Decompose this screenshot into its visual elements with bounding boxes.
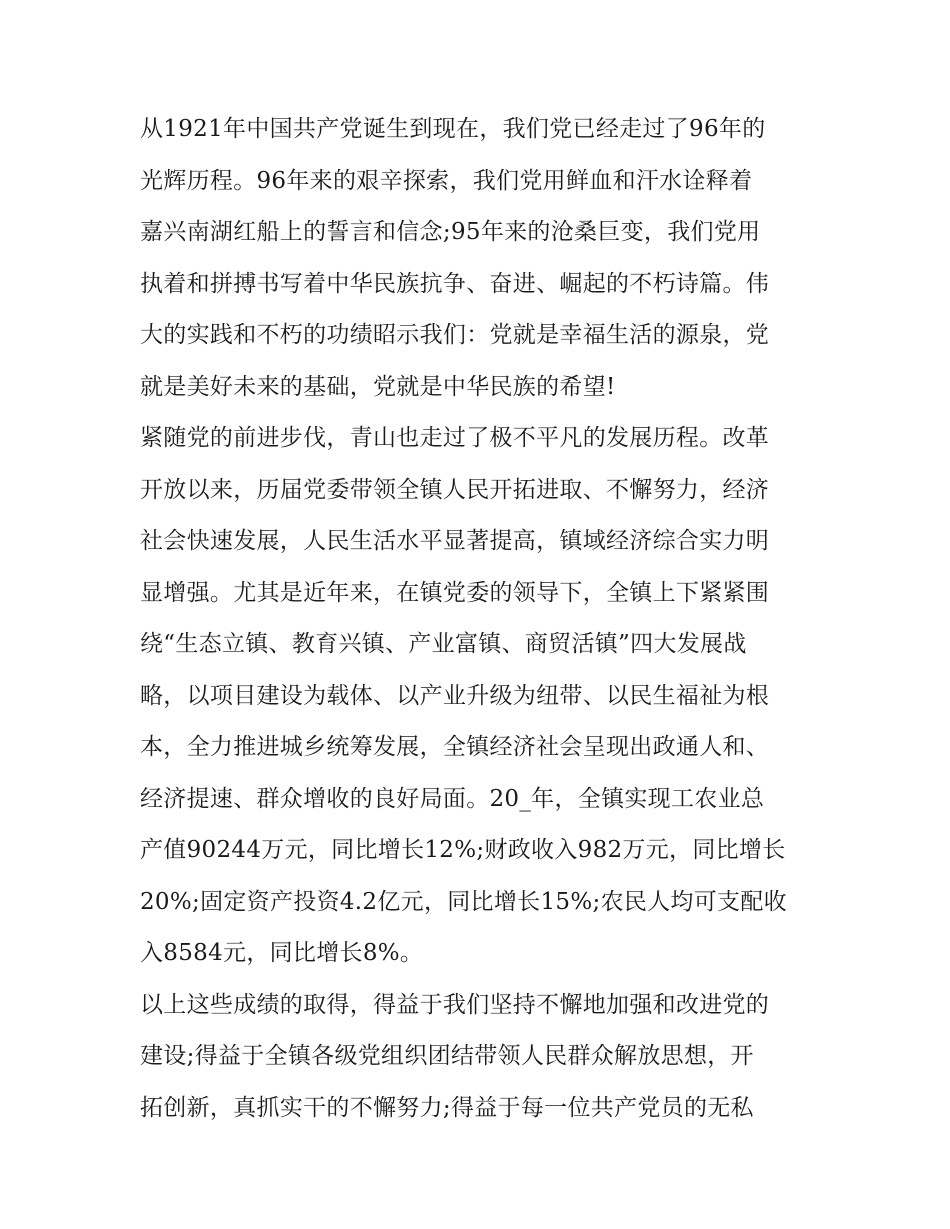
text-line: 嘉兴南湖红船上的誓言和信念;95年来的沧桑巨变，我们党用 bbox=[140, 219, 761, 245]
text-line: 绕“生态立镇、教育兴镇、产业富镇、商贸活镇”四大发展战 bbox=[140, 631, 747, 657]
text-line: 入8584元，同比增长8%。 bbox=[140, 940, 424, 966]
paragraph-2 bbox=[140, 413, 812, 980]
text-line: 社会快速发展，人民生活水平显著提高，镇域经济综合实力明 bbox=[140, 528, 770, 554]
text-line: 显增强。尤其是近年来，在镇党委的领导下，全镇上下紧紧围 bbox=[140, 579, 770, 606]
text-line: 大的实践和不朽的功绩昭示我们：党就是幸福生活的源泉，党 bbox=[140, 322, 770, 348]
paragraph-3 bbox=[140, 980, 812, 1135]
document-body bbox=[140, 104, 812, 1134]
text-line: 略，以项目建设为载体、以产业升级为纽带、以民生福祉为根 bbox=[140, 682, 770, 709]
text-line: 20%;固定资产投资4.2亿元，同比增长15%;农民人均可支配收 bbox=[140, 888, 787, 915]
text-line: 开放以来，历届党委带领全镇人民开拓进取、不懈努力，经济 bbox=[140, 476, 770, 503]
text-line: 建设;得益于全镇各级党组织团结带领人民群众解放思想，开 bbox=[140, 1043, 754, 1069]
text-line: 本，全力推进城乡统筹发展，全镇经济社会呈现出政通人和、 bbox=[140, 734, 770, 760]
text-line: 光辉历程。96年来的艰辛探索，我们党用鲜血和汗水诠释着 bbox=[140, 167, 753, 194]
text-line: 以上这些成绩的取得，得益于我们坚持不懈地加强和改进党的 bbox=[140, 991, 770, 1018]
text-line: 就是美好未来的基础，党就是中华民族的希望! bbox=[140, 373, 616, 400]
text-line: 执着和拼搏书写着中华民族抗争、奋进、崛起的不朽诗篇。伟 bbox=[140, 270, 770, 297]
text-line: 产值90244万元，同比增长12%;财政收入982万元，同比增长 bbox=[140, 837, 786, 863]
text-line: 经济提速、群众增收的良好局面。20_年，全镇实现工农业总 bbox=[140, 785, 765, 812]
text-line: 从1921年中国共产党诞生到现在，我们党已经走过了96年的 bbox=[140, 116, 766, 142]
text-line: 拓创新，真抓实干的不懈努力;得益于每一位共产党员的无私 bbox=[140, 1094, 754, 1121]
text-line: 紧随党的前进步伐，青山也走过了极不平凡的发展历程。改革 bbox=[140, 425, 770, 451]
paragraph-1 bbox=[140, 104, 812, 413]
